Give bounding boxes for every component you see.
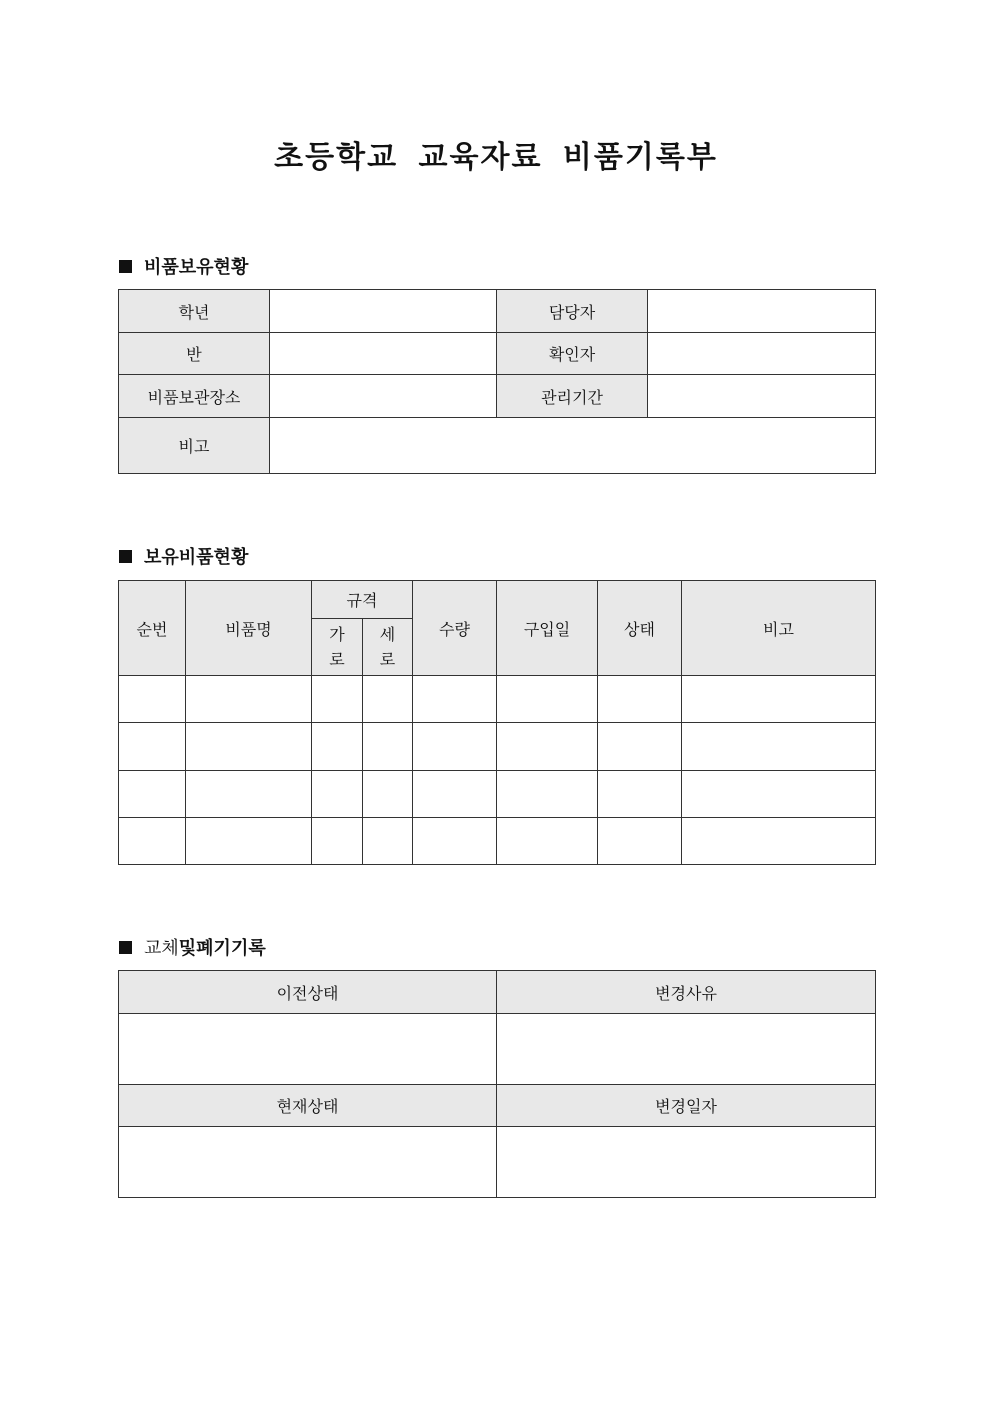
- table-row: [119, 723, 876, 771]
- table-cell[interactable]: [186, 676, 312, 723]
- header-current-status: 현재상태: [119, 1085, 497, 1127]
- management-period-label: 관리기간: [497, 375, 648, 418]
- inventory-info-table: [118, 289, 876, 474]
- table-cell[interactable]: [363, 723, 413, 771]
- manager-field[interactable]: [648, 290, 876, 333]
- section-heading-inventory: [119, 253, 248, 279]
- table-cell[interactable]: [598, 818, 682, 865]
- table-cell[interactable]: [186, 723, 312, 771]
- section-heading-items: [119, 543, 248, 569]
- table-cell[interactable]: [598, 723, 682, 771]
- section-heading-replacement: [119, 934, 266, 960]
- table-cell[interactable]: [497, 676, 598, 723]
- replacement-table: [118, 970, 876, 1198]
- change-date-field[interactable]: [497, 1127, 876, 1198]
- prev-status-field[interactable]: [119, 1014, 497, 1085]
- header-width-char-1: 가: [329, 625, 345, 644]
- table-cell[interactable]: [598, 771, 682, 818]
- table-cell[interactable]: [312, 723, 363, 771]
- table-cell[interactable]: [682, 818, 876, 865]
- table-cell[interactable]: [413, 771, 497, 818]
- header-height-char-2: 로: [379, 650, 396, 669]
- table-cell[interactable]: [119, 771, 186, 818]
- table-cell[interactable]: [186, 771, 312, 818]
- header-width: [312, 619, 363, 676]
- class-field[interactable]: [270, 333, 497, 375]
- section-heading-label: 비품보유현황: [144, 257, 249, 278]
- table-cell[interactable]: [312, 818, 363, 865]
- table-cell[interactable]: [497, 771, 598, 818]
- grade-field[interactable]: [270, 290, 497, 333]
- header-height: [363, 619, 413, 676]
- table-cell[interactable]: [682, 723, 876, 771]
- table-cell[interactable]: [413, 723, 497, 771]
- table-cell[interactable]: [312, 676, 363, 723]
- table-cell[interactable]: [682, 676, 876, 723]
- square-bullet-icon: [119, 941, 132, 954]
- square-bullet-icon: [119, 260, 132, 273]
- table-cell[interactable]: [497, 818, 598, 865]
- remarks-field[interactable]: [270, 418, 876, 474]
- header-status: 상태: [598, 581, 682, 676]
- header-change-reason: 변경사유: [497, 971, 876, 1014]
- header-height-char-1: 세: [379, 625, 396, 644]
- storage-location-label: 비품보관장소: [119, 375, 270, 418]
- items-table: [118, 580, 876, 865]
- confirmer-label: 확인자: [497, 333, 648, 375]
- table-cell[interactable]: [363, 771, 413, 818]
- section-heading-label: 보유비품현황: [144, 547, 249, 568]
- header-width-char-2: 로: [329, 650, 345, 669]
- header-quantity: 수량: [413, 581, 497, 676]
- page-title: 초등학교 교육자료 비품기록부: [274, 140, 718, 175]
- table-cell[interactable]: [186, 818, 312, 865]
- square-bullet-icon: [119, 550, 132, 563]
- table-cell[interactable]: [119, 723, 186, 771]
- table-row: [119, 771, 876, 818]
- grade-label: 학년: [119, 290, 270, 333]
- change-reason-field[interactable]: [497, 1014, 876, 1085]
- table-cell[interactable]: [497, 723, 598, 771]
- table-cell[interactable]: [413, 676, 497, 723]
- table-row: [119, 818, 876, 865]
- header-change-date: 변경일자: [497, 1085, 876, 1127]
- header-remarks: 비고: [682, 581, 876, 676]
- remarks-label: 비고: [119, 418, 270, 474]
- current-status-field[interactable]: [119, 1127, 497, 1198]
- header-number: 순번: [119, 581, 186, 676]
- table-cell[interactable]: [363, 818, 413, 865]
- table-cell[interactable]: [682, 771, 876, 818]
- class-label: 반: [119, 333, 270, 375]
- table-cell[interactable]: [119, 676, 186, 723]
- section-heading-label-bold: 및폐기기록: [178, 938, 266, 959]
- header-prev-status: 이전상태: [119, 971, 497, 1014]
- table-cell[interactable]: [598, 676, 682, 723]
- section-heading-label-light: 교체: [144, 938, 179, 959]
- table-row: [119, 676, 876, 723]
- table-cell[interactable]: [363, 676, 413, 723]
- table-cell[interactable]: [413, 818, 497, 865]
- confirmer-field[interactable]: [648, 333, 876, 375]
- header-spec: 규격: [312, 581, 413, 619]
- table-cell[interactable]: [119, 818, 186, 865]
- header-purchase-date: 구입일: [497, 581, 598, 676]
- management-period-field[interactable]: [648, 375, 876, 418]
- manager-label: 담당자: [497, 290, 648, 333]
- table-cell[interactable]: [312, 771, 363, 818]
- header-item-name: 비품명: [186, 581, 312, 676]
- storage-location-field[interactable]: [270, 375, 497, 418]
